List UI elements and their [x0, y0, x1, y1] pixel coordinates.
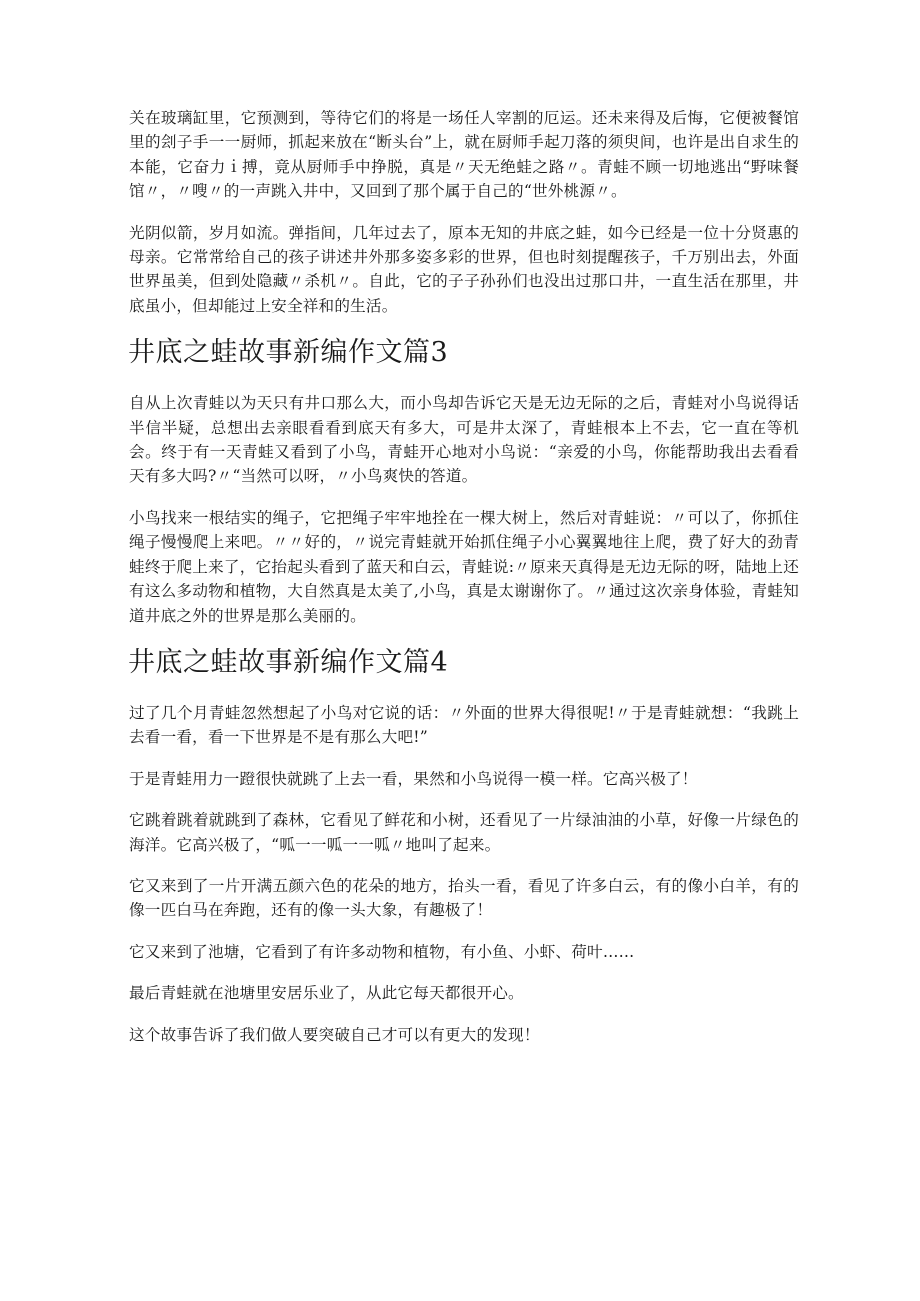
paragraph: 自从上次青蛙以为天只有井口那么大，而小鸟却告诉它天是无边无际的之后，青蛙对小鸟说得话半信半疑，总想出去亲眼看看到底天有多大，可是井太深了，青蛙根本上不去，它一直在等机会。终于有一天青蛙又看到了小鸟，青蛙开心地对小鸟说：“亲爱的小鸟，你能帮助我出去看看天有多大吗?〃“当然可以呀，〃小鸟爽快的答道。	[129, 394, 799, 486]
section-3	[129, 335, 799, 628]
paragraph: 过了几个月青蛙忽然想起了小鸟对它说的话：〃外面的世界大得很呢!〃于是青蛙就想：“我跳上去看一看，看一下世界是不是有那么大吧!”	[129, 703, 799, 747]
paragraph: 它又来到了池塘，它看到了有许多动物和植物，有小鱼、小虾、荷叶……	[129, 942, 635, 961]
section-heading: 井底之蛙故事新编作文篇4	[128, 646, 449, 678]
paragraph: 关在玻璃缸里，它预测到，等待它们的将是一场任人宰割的厄运。还未来得及后悔，它便被餐馆里的刽子手一一厨师，抓起来放在“断头台”上，就在厨师手起刀落的须臾间，也许是出自求生的本能，它奋力ｉ搏，竟从厨师手中挣脱，真是〃天无绝蛙之路〃。青蛙不顾一切地逃出“野味餐馆〃，〃嗖〃的一声跳入井中，又回到了那个属于自己的“世外桃源〃。	[129, 109, 799, 201]
paragraph: 于是青蛙用力一蹬很快就跳了上去一看，果然和小鸟说得一模一样。它高兴极了！	[129, 769, 698, 788]
document-page	[129, 106, 799, 1064]
paragraph: 光阴似箭，岁月如流。弹指间，几年过去了，原本无知的井底之蛙，如今已经是一位十分贤惠的母亲。它常常给自己的孩子讲述井外那多姿多彩的世界，但也时刻提醒孩子，千万别出去，外面世界虽美，但到处隐藏〃杀机〃。自此，它的子子孙孙们也没出过那口井，一直生活在那里，井底虽小，但却能过上安全祥和的生活。	[129, 223, 799, 315]
section-previous-continued	[129, 106, 799, 318]
paragraph: 这个故事告诉了我们做人要突破自己才可以有更大的发现！	[129, 1025, 540, 1044]
paragraph: 它又来到了一片开满五颜六色的花朵的地方，抬头一看，看见了许多白云，有的像小白羊，有的像一匹白马在奔跑，还有的像一头大象，有趣极了！	[129, 876, 799, 920]
paragraph: 最后青蛙就在池塘里安居乐业了，从此它每天都很开心。	[129, 984, 524, 1003]
paragraph: 它跳着跳着就跳到了森林，它看见了鲜花和小树，还看见了一片绿油油的小草，好像一片绿色的海洋。它高兴极了，“呱一一呱一一呱〃地叫了起来。	[129, 811, 799, 854]
paragraph: 小鸟找来一根结实的绳子，它把绳子牢牢地拴在一棵大树上，然后对青蛙说：〃可以了，你抓住绳子慢慢爬上来吧。〃〃好的，〃说完青蛙就开始抓住绳子小心翼翼地往上爬，费了好大的劲青蛙终于爬上来了，它抬起头看到了蓝天和白云，青蛙说:〃原来天真得是无边无际的呀，陆地上还有这么多动物和植物，大自然真是太美了,小鸟，真是太谢谢你了。〃通过这次亲身体验，青蛙知道井底之外的世界是那么美丽的。	[129, 508, 799, 625]
section-4	[129, 645, 799, 1047]
section-heading: 井底之蛙故事新编作文篇3	[128, 337, 449, 369]
